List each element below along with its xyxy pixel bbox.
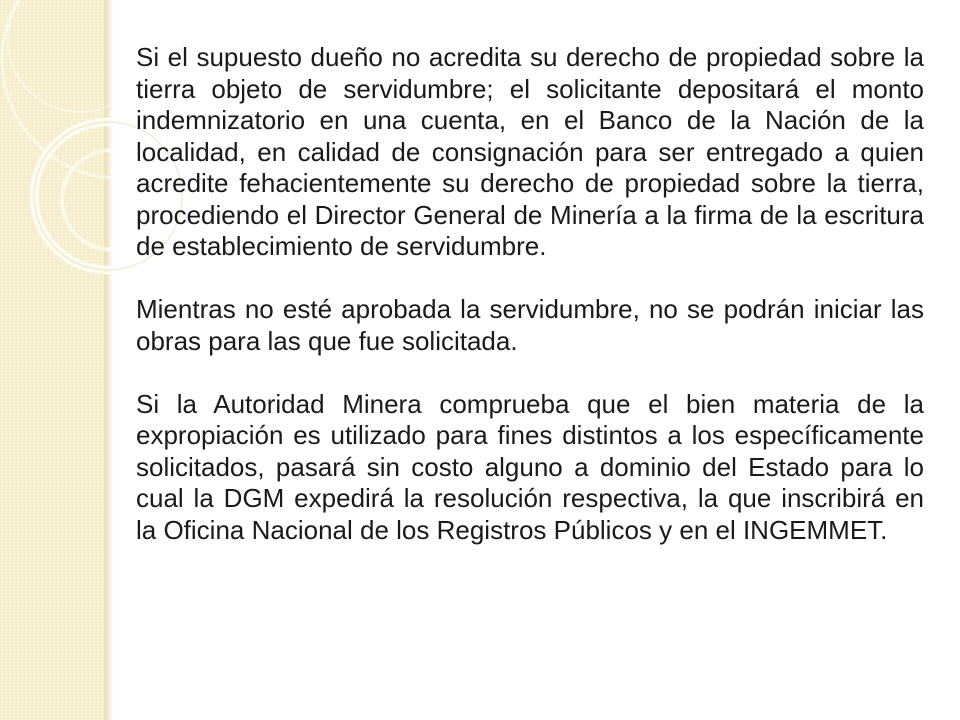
paragraph-state-domain: Si la Autoridad Minera comprueba que el bien materia de la expropiación es utilizado para fines distintos a los específicamente solicitados, pasará sin costo alguno a dominio del Estado para lo cual la DGM expedirá la resolución respectiva, la que inscribirá en la Oficina Nacional de los Registros Públicos y en el INGEMMET. bbox=[136, 388, 924, 545]
slide-body bbox=[136, 42, 924, 546]
paragraph-works-restriction: Mientras no esté aprobada la servidumbre, no se podrán iniciar las obras para las que fue solicitada. bbox=[136, 294, 924, 356]
paragraph-deposit: Si el supuesto dueño no acredita su derecho de propiedad sobre la tierra objeto de servidumbre; el solicitante depositará el monto indemnizatorio en una cuenta, en el Banco de la Nación de la localidad, en calidad de consignación para ser entregado a quien acredite fehacientemente su derecho de propiedad sobre la tierra, procediendo el Director General de Minería a la firma de la escritura de establecimiento de servidumbre. bbox=[136, 42, 924, 261]
